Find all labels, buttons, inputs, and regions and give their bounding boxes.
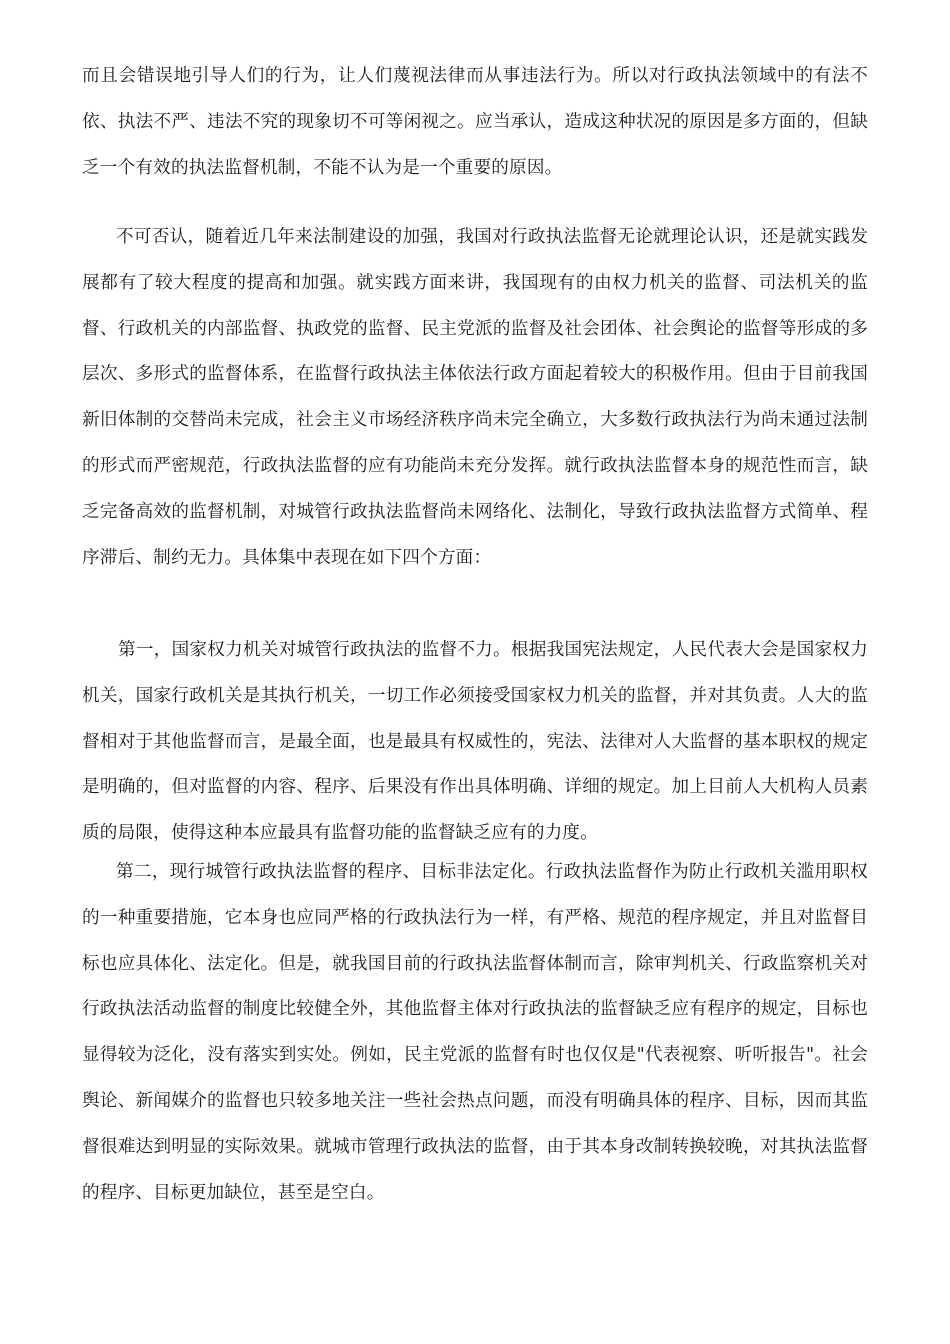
paragraph-3: 第一，国家权力机关对城管行政执法的监督不力。根据我国宪法规定，人民代表大会是国家权力机关，国家行政机关是其执行机关，一切工作必须接受国家权力机关的监督，并对其负责。人大的监督相对于其他监督而言，是最全面，也是最具有权威性的，宪法、法律对人大监督的基本职权的规定是明确的，但对监督的内容、程序、后果没有作出具体明确、详细的规定。加上目前人大机构人员素质的局限，使得这种本应最具有监督功能的监督缺乏应有的力度。 xyxy=(82,640,868,844)
paragraph-2: 不可否认，随着近几年来法制建设的加强，我国对行政执法监督无论就理论认识，还是就实践发展都有了较大程度的提高和加强。就实践方面来讲，我国现有的由权力机关的监督、司法机关的监督、行政机关的内部监督、执政党的监督、民主党派的监督及社会团体、社会舆论的监督等形成的多层次、多形式的监督体系，在监督行政执法主体依法行政方面起着较大的积极作用。但由于目前我国新旧体制的交替尚未完成，社会主义市场经济秩序尚未完全确立，大多数行政执法行为尚未通过法制的形式而严密规范，行政执法监督的应有功能尚未充分发挥。就行政执法监督本身的规范性而言，缺乏完备高效的监督机制，对城管行政执法监督尚未网络化、法制化，导致行政执法监督方式简单、程序滞后、制约无力。具体集中表现在如下四个方面： xyxy=(82,227,868,568)
paragraph-1: 而且会错误地引导人们的行为，让人们蔑视法律而从事违法行为。所以对行政执法领域中的有法不依、执法不严、违法不究的现象切不可等闲视之。应当承认，造成这种状况的原因是多方面的，但缺乏一个有效的执法监督机制，不能不认为是一个重要的原因。 xyxy=(82,66,868,178)
paragraph-4: 第二，现行城管行政执法监督的程序、目标非法定化。行政执法监督作为防止行政机关滥用职权的一种重要措施，它本身也应同严格的行政执法行为一样，有严格、规范的程序规定，并且对监督目标也应具体化、法定化。但是，就我国目前的行政执法监督体制而言，除审判机关、行政监察机关对行政执法活动监督的制度比较健全外，其他监督主体对行政执法的监督缺乏应有程序的规定，目标也显得较为泛化，没有落实到实处。例如，民主党派的监督有时也仅仅是"代表视察、听听报告"。社会舆论、新闻媒介的监督也只较多地关注一些社会热点问题，而没有明确具体的程序、目标，因而其监督很难达到明显的实际效果。就城市管理行政执法的监督，由于其本身改制转换较晚，对其执法监督的程序、目标更加缺位，甚至是空白。 xyxy=(82,862,868,1203)
